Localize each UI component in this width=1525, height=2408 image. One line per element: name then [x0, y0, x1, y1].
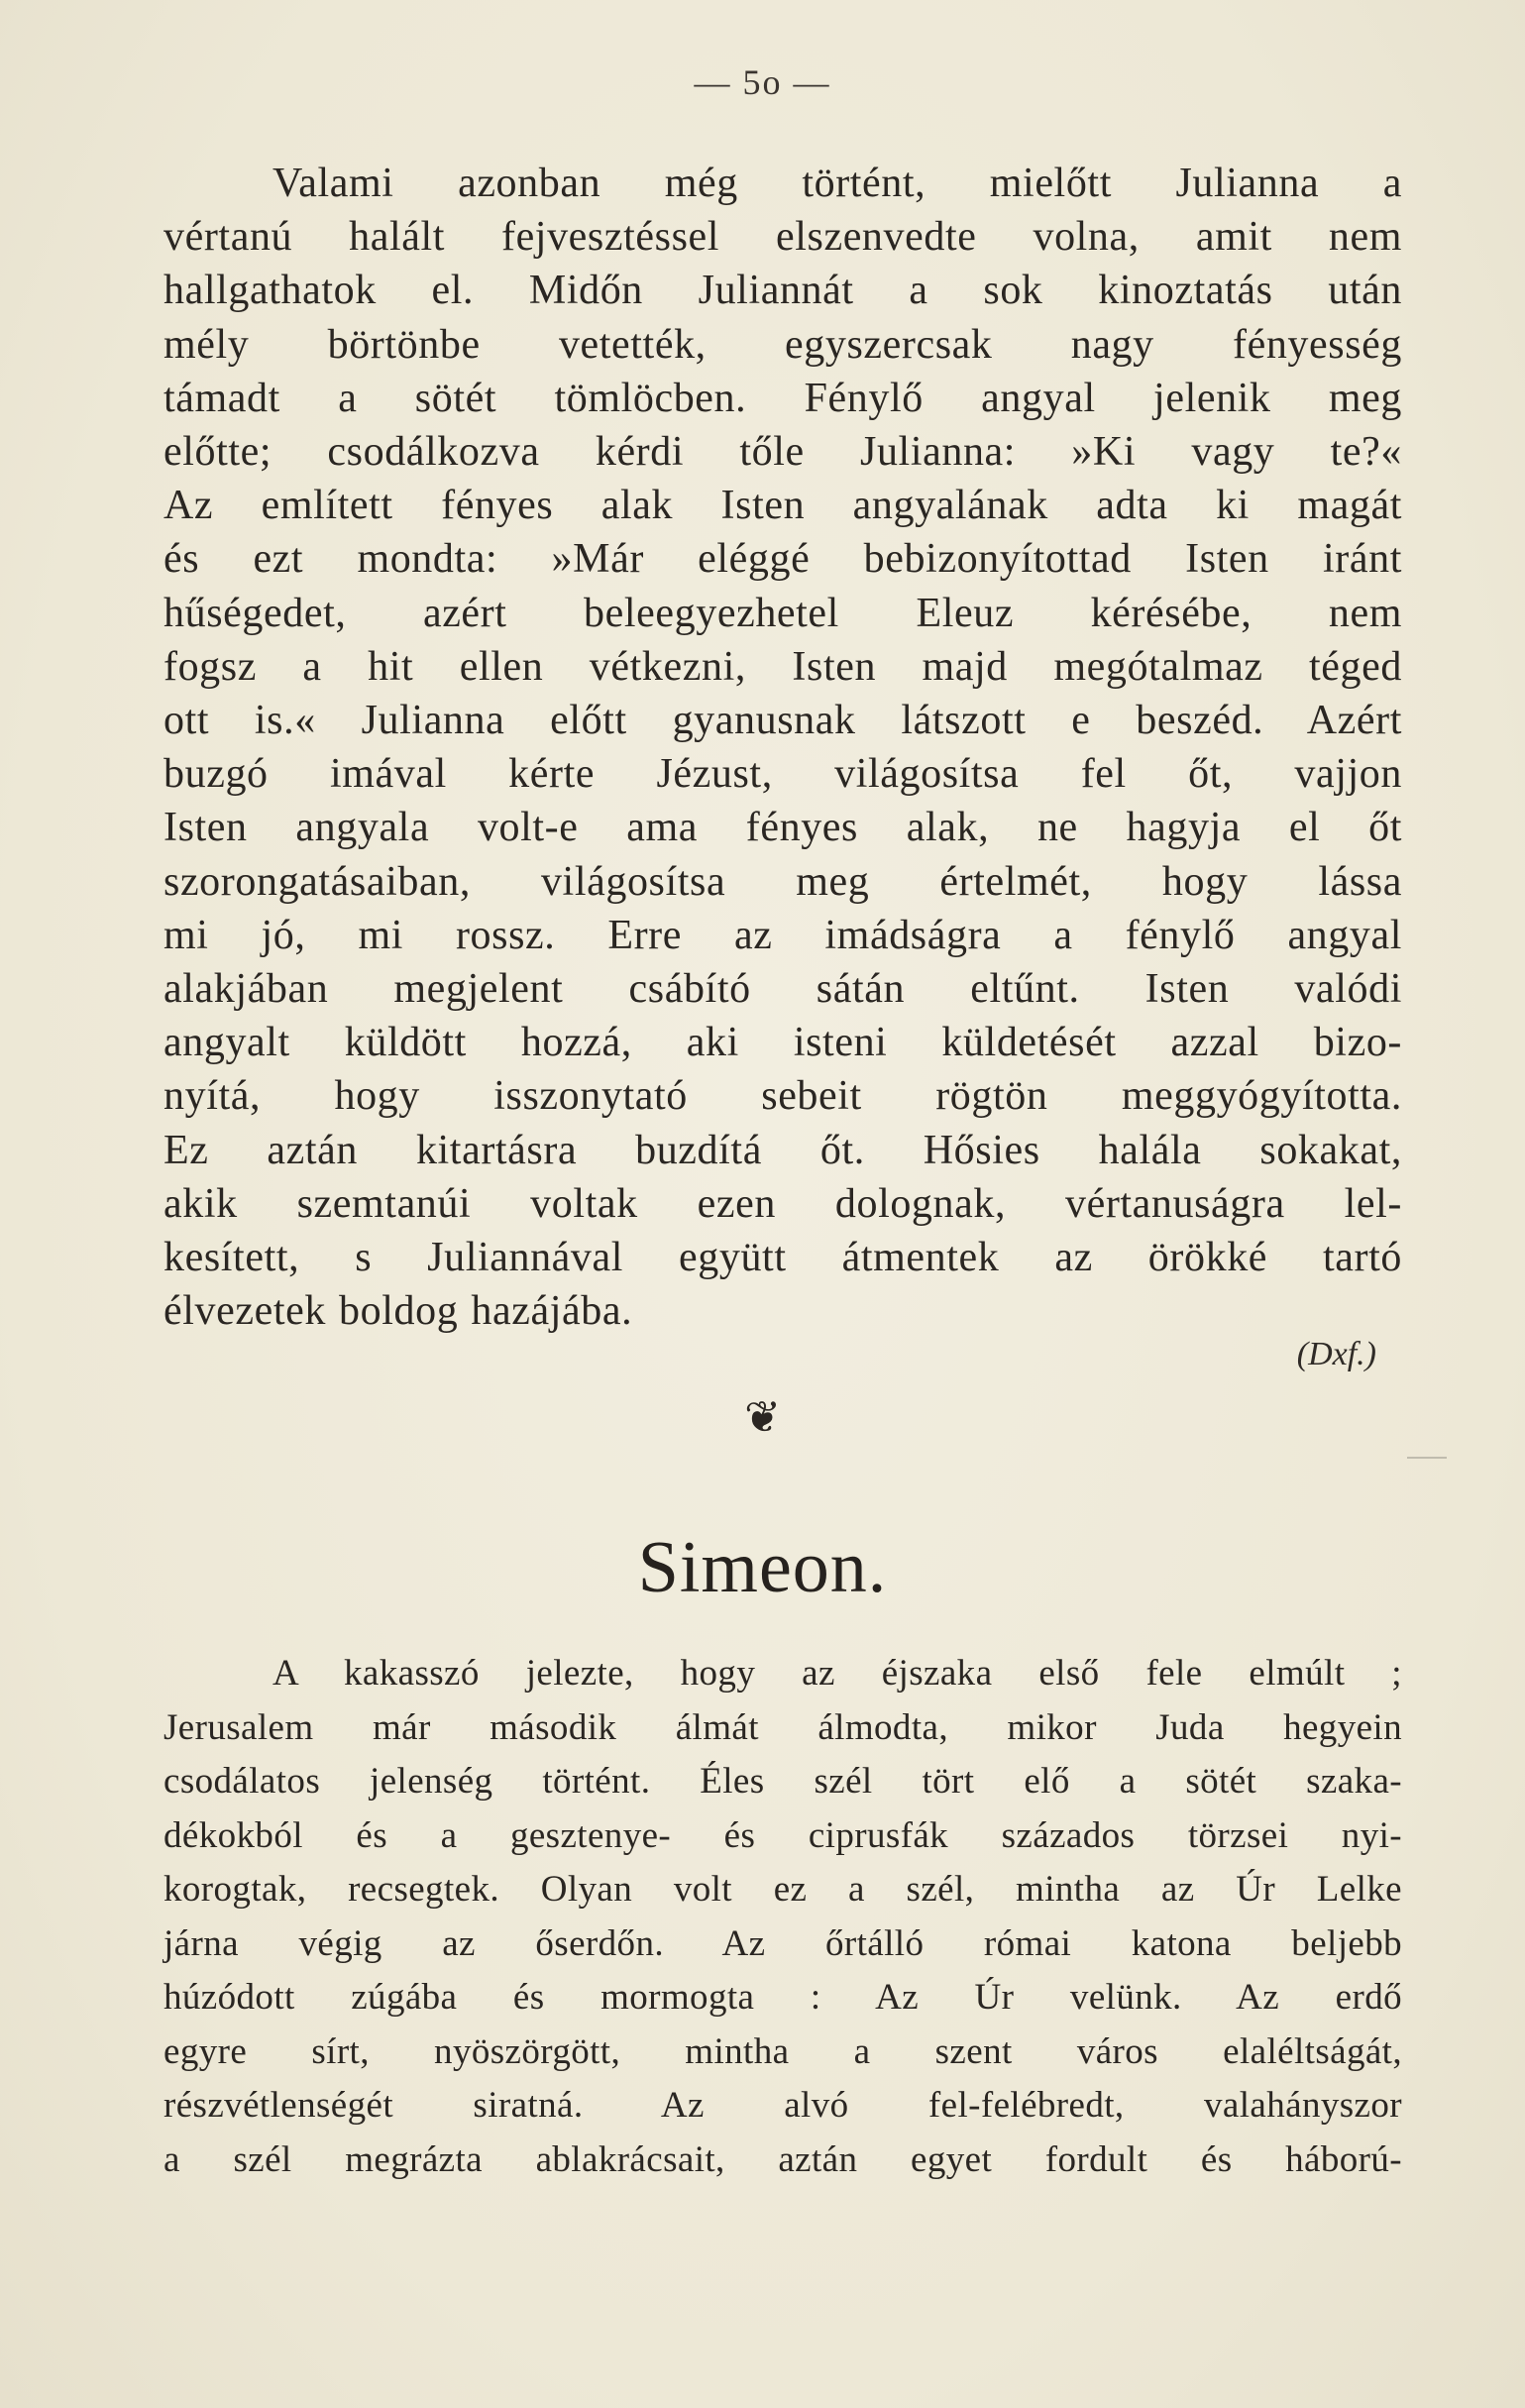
text-line: csodálatos jelenség történt. Éles szél tört elő a sötét szaka-	[163, 1761, 1402, 1802]
text-line: hűségedet, azért beleegyezhetel Eleuz kérésébe, nem	[163, 590, 1402, 636]
text-line: mi jó, mi rossz. Erre az imádságra a fénylő angyal	[163, 912, 1402, 958]
text-line: dékokból és a gesztenye- és ciprusfák százados törzsei nyi-	[163, 1814, 1402, 1856]
text-line: Valami azonban még történt, mielőtt Julianna a	[272, 161, 1402, 206]
paper-mark	[1407, 1457, 1447, 1459]
text-line: nyítá, hogy isszonytató sebeit rögtön meggyógyította.	[163, 1073, 1402, 1120]
text-line: fogsz a hit ellen vétkezni, Isten majd megótalmaz téged	[163, 643, 1402, 690]
text-line: Ez aztán kitartásra buzdítá őt. Hősies halála sokakat,	[163, 1127, 1402, 1173]
text-line: Az említett fényes alak Isten angyalának adta ki magát	[163, 483, 1402, 529]
page-number: — 5o —	[694, 62, 831, 102]
text-line: járna végig az őserdőn. Az őrtálló római katona beljebb	[163, 1922, 1402, 1964]
text-line: A kakasszó jelezte, hogy az éjszaka első fele elmúlt ;	[272, 1653, 1402, 1694]
text-line: kesített, s Juliannával együtt átmentek az örökké tartó	[163, 1235, 1402, 1281]
text-line: részvétlenségét siratná. Az alvó fel-felébredt, valahányszor	[163, 2085, 1402, 2126]
text-line: előtte; csodálkozva kérdi tőle Julianna: »Ki vagy te?«	[163, 429, 1402, 476]
text-line: élvezetek boldog hazájába.	[163, 1288, 633, 1335]
author-signature: (Dxf.)	[1296, 1336, 1376, 1372]
text-line: ott is.« Julianna előtt gyanusnak látszott e beszéd. Azért	[163, 698, 1402, 744]
text-line: húzódott zúgába és mormogta : Az Úr velünk. Az erdő	[163, 1977, 1402, 2018]
text-line: korogtak, recsegtek. Olyan volt ez a szél, mintha az Úr Lelke	[163, 1869, 1402, 1910]
text-line: egyre sírt, nyöszörgött, mintha a szent város elaléltságát,	[163, 2030, 1402, 2072]
section-title: Simeon.	[637, 1527, 888, 1608]
text-line: akik szemtanúi voltak ezen dolognak, vértanuságra lel-	[163, 1180, 1402, 1227]
text-line: Jerusalem már második álmát álmodta, mikor Juda hegyein	[163, 1706, 1402, 1748]
story-one-text	[163, 157, 1402, 1338]
text-line: vértanú halált fejvesztéssel elszenvedte volna, amit nem	[163, 214, 1402, 261]
text-line: támadt a sötét tömlöcben. Fénylő angyal jelenik meg	[163, 375, 1402, 421]
text-line: szorongatásaiban, világosítsa meg értelmét, hogy lássa	[163, 858, 1402, 905]
text-line: alakjában megjelent csábító sátán eltűnt. Isten valódi	[163, 966, 1402, 1013]
text-line: mély börtönbe vetették, egyszercsak nagy fényesség	[163, 321, 1402, 368]
text-line: és ezt mondta: »Már eléggé bebizonyítottad Isten iránt	[163, 536, 1402, 583]
story-two-text	[163, 1647, 1402, 2187]
text-line: angyalt küldött hozzá, aki isteni küldetését azzal bizo-	[163, 1020, 1402, 1066]
text-line: Isten angyala volt-e ama fényes alak, ne hagyja el őt	[163, 805, 1402, 851]
text-line: hallgathatok el. Midőn Juliannát a sok kinoztatás után	[163, 268, 1402, 314]
text-line: a szél megrázta ablakrácsait, aztán egyet fordult és háború-	[163, 2138, 1402, 2180]
section-ornament-icon: ❦	[744, 1393, 781, 1442]
text-line: buzgó imával kérte Jézust, világosítsa fel őt, vajjon	[163, 751, 1402, 798]
